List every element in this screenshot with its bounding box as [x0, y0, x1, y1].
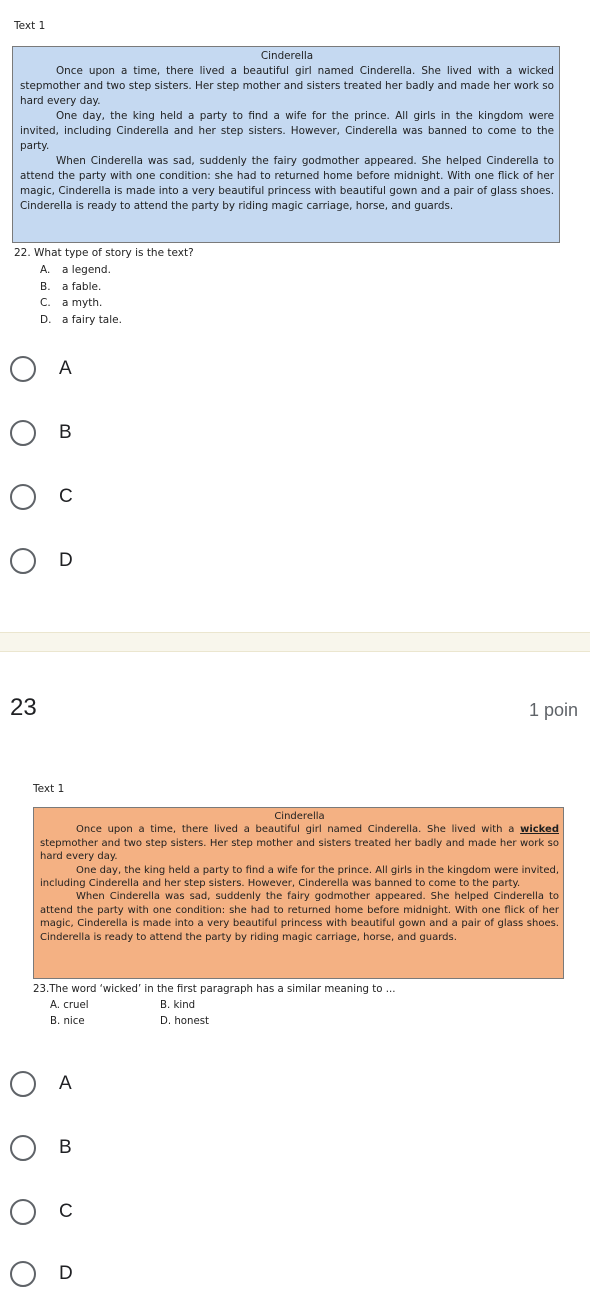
choice-list — [40, 262, 122, 328]
question-23-image — [0, 775, 590, 1035]
points-label: 1 poin — [528, 700, 578, 720]
passage-box — [33, 807, 564, 979]
q22-option-c[interactable] — [10, 477, 310, 517]
option-label: A — [59, 358, 72, 379]
passage-paragraph: One day, the king held a party to find a wife for the prince. All girls in the kingdom were invited, including Cinderella and her step sisters. However, Cinderella was banned to come to the party. — [40, 864, 559, 890]
text-label: Text 1 — [14, 20, 46, 32]
choice-item: D. a fairy tale. — [40, 313, 122, 326]
option-label: B — [59, 1137, 72, 1158]
text-label: Text 1 — [33, 783, 65, 795]
radio-circle-icon[interactable] — [10, 548, 36, 574]
q23-option-a[interactable] — [10, 1064, 310, 1104]
choice-row: A. cruel B. kind — [50, 1000, 196, 1011]
q23-option-b[interactable] — [10, 1128, 310, 1168]
q22-option-a[interactable] — [10, 349, 310, 389]
q23-option-c[interactable] — [10, 1192, 310, 1232]
radio-circle-icon[interactable] — [10, 420, 36, 446]
highlighted-word: wicked — [520, 824, 559, 836]
passage-title: Cinderella — [274, 811, 325, 822]
radio-circle-icon[interactable] — [10, 484, 36, 510]
option-label: C — [59, 486, 73, 507]
passage-paragraph: When Cinderella was sad, suddenly the fairy godmother appeared. She helped Cinderella to attend the party with one condition: she had to returned home before midnight. With one flick of her magic, Cinderella is made into a very beautiful princess with beautiful gown and a pair of glass shoes. Cinderella is ready to attend the party by riding magic carriage, horse, and guards. — [40, 891, 559, 943]
radio-circle-icon[interactable] — [10, 356, 36, 382]
q23-option-d[interactable] — [10, 1254, 310, 1294]
question-text: 23.The word ‘wicked’ in the first paragraph has a similar meaning to ... — [33, 984, 396, 995]
passage-paragraph: One day, the king held a party to find a wife for the prince. All girls in the kingdom were invited, including Cinderella and her step sisters. However, Cinderella was banned to come to the party. — [20, 110, 554, 152]
choice-item: B. a fable. — [40, 280, 102, 293]
passage-paragraph: Once upon a time, there lived a beautiful girl named Cinderella. She lived with a wicked stepmother and two step sisters. Her step mother and sisters treated her badly and made her work so hard every day. — [20, 65, 554, 107]
q22-option-d[interactable] — [10, 541, 310, 581]
question-22-image — [0, 0, 590, 330]
option-label: D — [59, 550, 73, 571]
passage-title: Cinderella — [260, 50, 314, 62]
radio-circle-icon[interactable] — [10, 1261, 36, 1287]
choice-list — [50, 998, 209, 1030]
passage-paragraph: Once upon a time, there lived a beautiful girl named Cinderella. She lived with a wicked stepmother and two step sisters. Her step mother and sisters treated her badly and made her work so hard every day. — [40, 824, 559, 863]
section-divider — [0, 632, 590, 652]
question-number: 23 — [10, 694, 37, 721]
choice-item: C. a myth. — [40, 297, 103, 309]
option-label: A — [59, 1073, 72, 1094]
radio-circle-icon[interactable] — [10, 1199, 36, 1225]
option-label: D — [59, 1263, 73, 1284]
option-label: B — [59, 422, 72, 443]
question-text: 22. What type of story is the text? — [14, 247, 194, 259]
choice-row: B. nice D. honest — [50, 1016, 210, 1027]
passage-paragraph: When Cinderella was sad, suddenly the fairy godmother appeared. She helped Cinderella to attend the party with one condition: she had to returned home before midnight. With one flick of her magic, Cinderella is made into a very beautiful princess with beautiful gown and a pair of glass shoes. Cinderella is ready to attend the party by riding magic carriage, horse, and guards. — [20, 155, 554, 212]
radio-circle-icon[interactable] — [10, 1135, 36, 1161]
q22-option-b[interactable] — [10, 413, 310, 453]
choice-item: A. a legend. — [40, 264, 111, 276]
option-label: C — [59, 1201, 73, 1222]
radio-circle-icon[interactable] — [10, 1071, 36, 1097]
passage-box — [12, 46, 560, 243]
